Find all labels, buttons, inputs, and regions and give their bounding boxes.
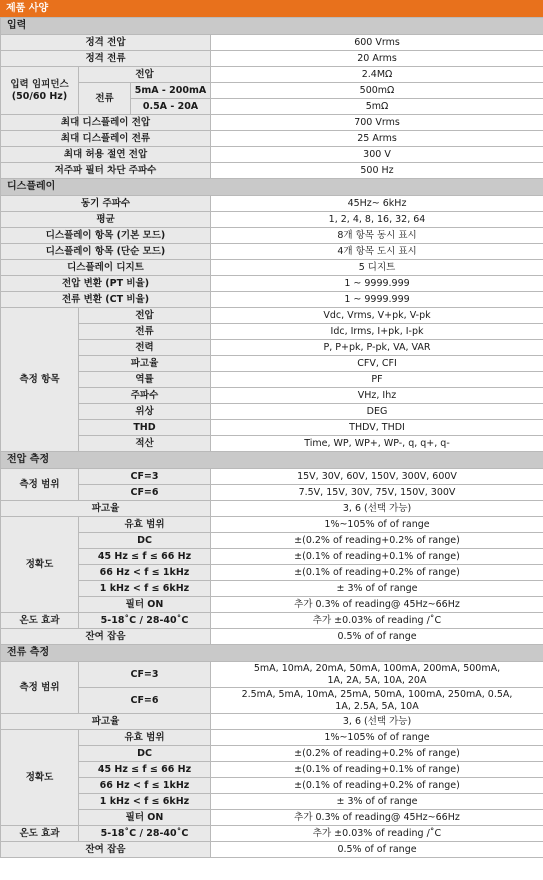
spec-value: ± 3% of of range (211, 581, 543, 597)
spec-row (1, 51, 543, 67)
spec-value: 15V, 30V, 60V, 150V, 300V, 600V (211, 469, 543, 485)
section-header-voltage (1, 452, 543, 469)
spec-label: 45 Hz ≤ f ≤ 66 Hz (79, 549, 211, 565)
section-title: 전류 측정 (1, 645, 543, 662)
spec-label: 필터 ON (79, 597, 211, 613)
spec-label: 전압 (79, 308, 211, 324)
spec-value: PF (211, 372, 543, 388)
spec-value: 2.4MΩ (211, 67, 543, 83)
spec-value: P, P+pk, P-pk, VA, VAR (211, 340, 543, 356)
spec-value: 추가 0.3% of reading@ 45Hz~66Hz (211, 810, 543, 826)
spec-sublabel: 5-18˚C / 28-40˚C (79, 613, 211, 629)
spec-label: 유효 범위 (79, 517, 211, 533)
spec-value: ±(0.1% of reading+0.2% of range) (211, 565, 543, 581)
spec-row (1, 356, 543, 372)
spec-label: THD (79, 420, 211, 436)
spec-label: 전류 변환 (CT 비율) (1, 292, 211, 308)
spec-label: 정격 전류 (1, 51, 211, 67)
spec-label: 디스플레이 디지트 (1, 260, 211, 276)
section-title: 전압 측정 (1, 452, 543, 469)
spec-row (1, 404, 543, 420)
spec-row (1, 292, 543, 308)
spec-row (1, 324, 543, 340)
accuracy-label: 정확도 (1, 517, 79, 613)
spec-label: 잔여 잡음 (1, 842, 211, 858)
spec-row (1, 147, 543, 163)
spec-label: 66 Hz < f ≤ 1kHz (79, 778, 211, 794)
spec-label: 전압 변환 (PT 비율) (1, 276, 211, 292)
spec-label: 전류 (79, 324, 211, 340)
spec-value: 600 Vrms (211, 35, 543, 51)
spec-label: 위상 (79, 404, 211, 420)
spec-label: 파고율 (79, 356, 211, 372)
spec-row (1, 485, 543, 501)
spec-value: 700 Vrms (211, 115, 543, 131)
spec-label: CF=3 (79, 469, 211, 485)
spec-row (1, 730, 543, 746)
spec-row (1, 629, 543, 645)
measure-items-label: 측정 항목 (1, 308, 79, 452)
spec-label: 온도 효과 (1, 613, 79, 629)
spec-value: 5 디지트 (211, 260, 543, 276)
spec-sublabel: 0.5A - 20A (131, 99, 211, 115)
spec-value: 20 Arms (211, 51, 543, 67)
spec-value: CFV, CFI (211, 356, 543, 372)
spec-label: 전류 (79, 83, 131, 115)
section-header-display (1, 179, 543, 196)
spec-row (1, 83, 543, 99)
spec-row (1, 115, 543, 131)
spec-value: 0.5% of of range (211, 842, 543, 858)
spec-value: 1%~105% of of range (211, 730, 543, 746)
spec-value: ±(0.1% of reading+0.2% of range) (211, 778, 543, 794)
spec-label: 동기 주파수 (1, 196, 211, 212)
spec-row (1, 276, 543, 292)
spec-label: 정격 전압 (1, 35, 211, 51)
spec-label: 최대 허용 절연 전압 (1, 147, 211, 163)
range-label: 측정 범위 (1, 469, 79, 501)
accuracy-label: 정확도 (1, 730, 79, 826)
spec-row (1, 163, 543, 179)
spec-table (0, 17, 543, 858)
spec-row (1, 565, 543, 581)
spec-label: 디스플레이 항목 (단순 모드) (1, 244, 211, 260)
section-title: 디스플레이 (1, 179, 543, 196)
spec-value: THDV, THDI (211, 420, 543, 436)
spec-row (1, 762, 543, 778)
spec-value: 1%~105% of of range (211, 517, 543, 533)
spec-row (1, 244, 543, 260)
spec-value: 5mΩ (211, 99, 543, 115)
spec-value: ±(0.1% of reading+0.1% of range) (211, 549, 543, 565)
spec-label: 1 kHz < f ≤ 6kHz (79, 794, 211, 810)
spec-row (1, 549, 543, 565)
spec-row (1, 308, 543, 324)
spec-value: 45Hz~ 6kHz (211, 196, 543, 212)
spec-row (1, 581, 543, 597)
spec-value: Vdc, Vrms, V+pk, V-pk (211, 308, 543, 324)
spec-row (1, 501, 543, 517)
spec-row (1, 260, 543, 276)
spec-row (1, 67, 543, 83)
spec-row (1, 131, 543, 147)
spec-row (1, 597, 543, 613)
section-title: 입력 (1, 18, 543, 35)
spec-value: ± 3% of of range (211, 794, 543, 810)
section-header-input (1, 18, 543, 35)
spec-value: ±(0.1% of reading+0.1% of range) (211, 762, 543, 778)
spec-row (1, 228, 543, 244)
spec-value: Time, WP, WP+, WP-, q, q+, q- (211, 436, 543, 452)
spec-row (1, 533, 543, 549)
spec-row (1, 778, 543, 794)
spec-value: ±(0.2% of reading+0.2% of range) (211, 533, 543, 549)
spec-label: 온도 효과 (1, 826, 79, 842)
spec-row (1, 196, 543, 212)
spec-label: 필터 ON (79, 810, 211, 826)
spec-label: 유효 범위 (79, 730, 211, 746)
spec-label: 전압 (79, 67, 211, 83)
spec-label: DC (79, 533, 211, 549)
spec-label: 45 Hz ≤ f ≤ 66 Hz (79, 762, 211, 778)
spec-label: 최대 디스플레이 전압 (1, 115, 211, 131)
spec-label: CF=6 (79, 688, 211, 714)
spec-value: ±(0.2% of reading+0.2% of range) (211, 746, 543, 762)
spec-value: 500 Hz (211, 163, 543, 179)
spec-value: 500mΩ (211, 83, 543, 99)
spec-value: Idc, Irms, I+pk, I-pk (211, 324, 543, 340)
spec-row (1, 388, 543, 404)
spec-row (1, 420, 543, 436)
spec-label: 전력 (79, 340, 211, 356)
spec-value: 추가 ±0.03% of reading /˚C (211, 613, 543, 629)
page-title: 제품 사양 (0, 0, 543, 17)
spec-label: 역률 (79, 372, 211, 388)
spec-value: 8개 항목 동시 표시 (211, 228, 543, 244)
spec-value: DEG (211, 404, 543, 420)
spec-row (1, 372, 543, 388)
spec-value: 추가 0.3% of reading@ 45Hz~66Hz (211, 597, 543, 613)
spec-row (1, 842, 543, 858)
spec-row (1, 746, 543, 762)
spec-sublabel: 5mA - 200mA (131, 83, 211, 99)
spec-label: 평균 (1, 212, 211, 228)
spec-row (1, 35, 543, 51)
spec-row (1, 688, 543, 714)
spec-label: 파고율 (1, 714, 211, 730)
section-header-current (1, 645, 543, 662)
spec-label: 파고율 (1, 501, 211, 517)
spec-label: 최대 디스플레이 전류 (1, 131, 211, 147)
spec-label: 1 kHz < f ≤ 6kHz (79, 581, 211, 597)
spec-value: 7.5V, 15V, 30V, 75V, 150V, 300V (211, 485, 543, 501)
spec-label: 디스플레이 항목 (기본 모드) (1, 228, 211, 244)
impedance-label: 입력 임피던스 (50/60 Hz) (1, 67, 79, 115)
spec-value: 1, 2, 4, 8, 16, 32, 64 (211, 212, 543, 228)
spec-row (1, 810, 543, 826)
spec-row (1, 794, 543, 810)
spec-value: 5mA, 10mA, 20mA, 50mA, 100mA, 200mA, 500mA, 1A, 2A, 5A, 10A, 20A (211, 662, 543, 688)
spec-value: 3, 6 (선택 가능) (211, 501, 543, 517)
spec-value: VHz, Ihz (211, 388, 543, 404)
spec-row (1, 469, 543, 485)
spec-value: 3, 6 (선택 가능) (211, 714, 543, 730)
spec-label: CF=6 (79, 485, 211, 501)
range-label: 측정 범위 (1, 662, 79, 714)
spec-sublabel: 5-18˚C / 28-40˚C (79, 826, 211, 842)
spec-value: 25 Arms (211, 131, 543, 147)
spec-label: 주파수 (79, 388, 211, 404)
spec-row (1, 714, 543, 730)
spec-row (1, 517, 543, 533)
spec-value: 300 V (211, 147, 543, 163)
spec-label: DC (79, 746, 211, 762)
spec-value: 1 ~ 9999.999 (211, 292, 543, 308)
spec-row (1, 826, 543, 842)
spec-value: 4개 항목 도시 표시 (211, 244, 543, 260)
spec-label: 저주파 필터 차단 주파수 (1, 163, 211, 179)
spec-value: 추가 ±0.03% of reading /˚C (211, 826, 543, 842)
spec-value: 0.5% of of range (211, 629, 543, 645)
spec-row (1, 436, 543, 452)
spec-label: 적산 (79, 436, 211, 452)
spec-value: 1 ~ 9999.999 (211, 276, 543, 292)
spec-row (1, 613, 543, 629)
spec-row (1, 662, 543, 688)
spec-row (1, 340, 543, 356)
spec-row (1, 212, 543, 228)
spec-label: 잔여 잡음 (1, 629, 211, 645)
spec-label: CF=3 (79, 662, 211, 688)
spec-value: 2.5mA, 5mA, 10mA, 25mA, 50mA, 100mA, 250mA, 0.5A, 1A, 2.5A, 5A, 10A (211, 688, 543, 714)
spec-label: 66 Hz < f ≤ 1kHz (79, 565, 211, 581)
